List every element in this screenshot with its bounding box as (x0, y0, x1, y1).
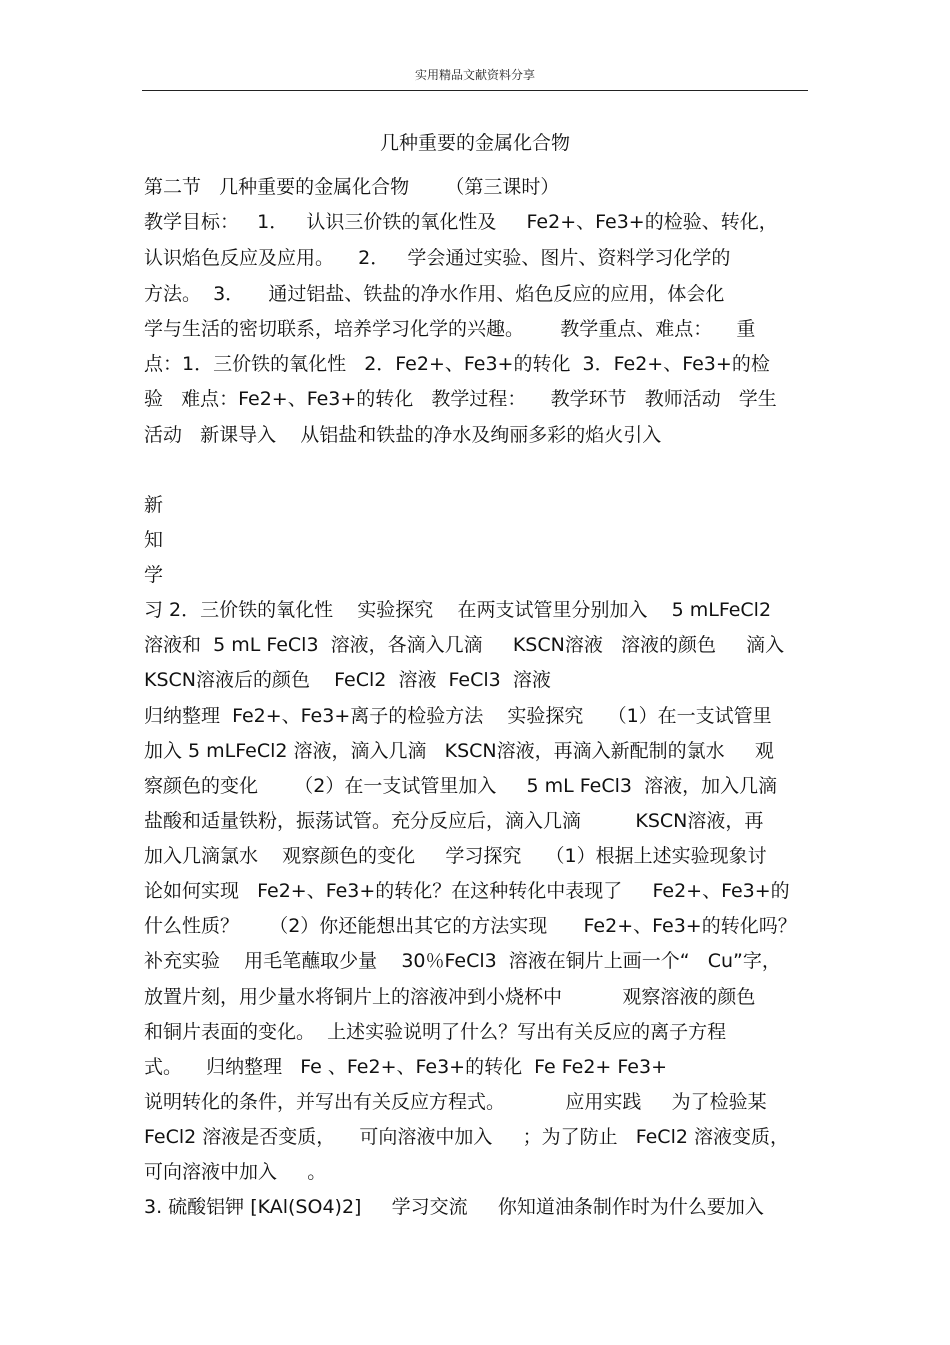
text-line: 盐酸和适量铁粉，振荡试管。充分反应后，滴入几滴 KSCN溶液，再 (144, 810, 764, 832)
header-rule (142, 90, 808, 91)
text-line: 新 (144, 494, 164, 516)
text-line: 察颜色的变化 （2）在一支试管里加入 5 mL FeCl3 溶液，加入几滴 (144, 775, 778, 797)
text-line: 可向溶液中加入 。 (144, 1161, 327, 1183)
text-line: 式。 归纳整理 Fe 、Fe2+、Fe3+的转化 Fe Fe2+ Fe3+ (144, 1056, 667, 1078)
text-line: 加入几滴氯水 观察颜色的变化 学习探究 （1）根据上述实验现象讨 (144, 845, 767, 867)
document-title: 几种重要的金属化合物 (379, 132, 570, 154)
text-line: FeCl2 溶液是否变质， 可向溶液中加入 ；为了防止 FeCl2 溶液变质， (144, 1126, 789, 1148)
text-line: 学与生活的密切联系，培养学习化学的兴趣。 教学重点、难点： 重 (144, 318, 756, 340)
text-line: 学 (144, 564, 164, 586)
text-line: 放置片刻，用少量水将铜片上的溶液冲到小烧杯中 观察溶液的颜色 (144, 986, 756, 1008)
text-line: 和铜片表面的变化。 上述实验说明了什么？写出有关反应的离子方程 (144, 1021, 727, 1043)
text-line: 溶液和 5 mL FeCl3 溶液，各滴入几滴 KSCN溶液 溶液的颜色 滴入 (144, 634, 785, 656)
page-header: 实用精品文献资料分享 (414, 68, 535, 82)
text-line: 归纳整理 Fe2+、Fe3+离子的检验方法 实验探究 （1）在一支试管里 (144, 705, 772, 727)
text-line: 3. 硫酸铝钾 [KAl(SO4)2] 学习交流 你知道油条制作时为什么要加入 (144, 1196, 764, 1218)
text-line: 什么性质？ （2）你还能想出其它的方法实现 Fe2+、Fe3+的转化吗？ (144, 915, 797, 937)
text-line: 教学目标： 1． 认识三价铁的氧化性及 Fe2+、Fe3+的检验、转化， (144, 211, 778, 233)
text-line: 说明转化的条件，并写出有关反应方程式。 应用实践 为了检验某 (144, 1091, 767, 1113)
text-line: 加入 5 mLFeCl2 溶液，滴入几滴 KSCN溶液，再滴入新配制的氯水 观 (144, 740, 774, 762)
text-line: 论如何实现 Fe2+、Fe3+的转化？在这种转化中表现了 Fe2+、Fe3+的 (144, 880, 790, 902)
text-line: 知 (144, 529, 164, 551)
text-line: 活动 新课导入 从铝盐和铁盐的净水及绚丽多彩的焰火引入 (144, 424, 662, 446)
text-line: 点：1．三价铁的氧化性 2．Fe2+、Fe3+的转化 3．Fe2+、Fe3+的检 (144, 353, 770, 375)
text-line: 补充实验 用毛笔蘸取少量 30％FeCl3 溶液在铜片上画一个“ Cu”字， (144, 950, 781, 972)
text-line: KSCN溶液后的颜色 FeCl2 溶液 FeCl3 溶液 (144, 669, 551, 691)
text-line: 方法。 3． 通过铝盐、铁盐的净水作用、焰色反应的应用，体会化 (144, 283, 725, 305)
text-line: 第二节 几种重要的金属化合物 （第三课时） (144, 176, 560, 198)
text-line: 习 2．三价铁的氧化性 实验探究 在两支试管里分别加入 5 mLFeCl2 (144, 599, 772, 621)
text-line: 验 难点：Fe2+、Fe3+的转化 教学过程： 教学环节 教师活动 学生 (144, 388, 777, 410)
text-line: 认识焰色反应及应用。 2． 学会通过实验、图片、资料学习化学的 (144, 247, 731, 269)
